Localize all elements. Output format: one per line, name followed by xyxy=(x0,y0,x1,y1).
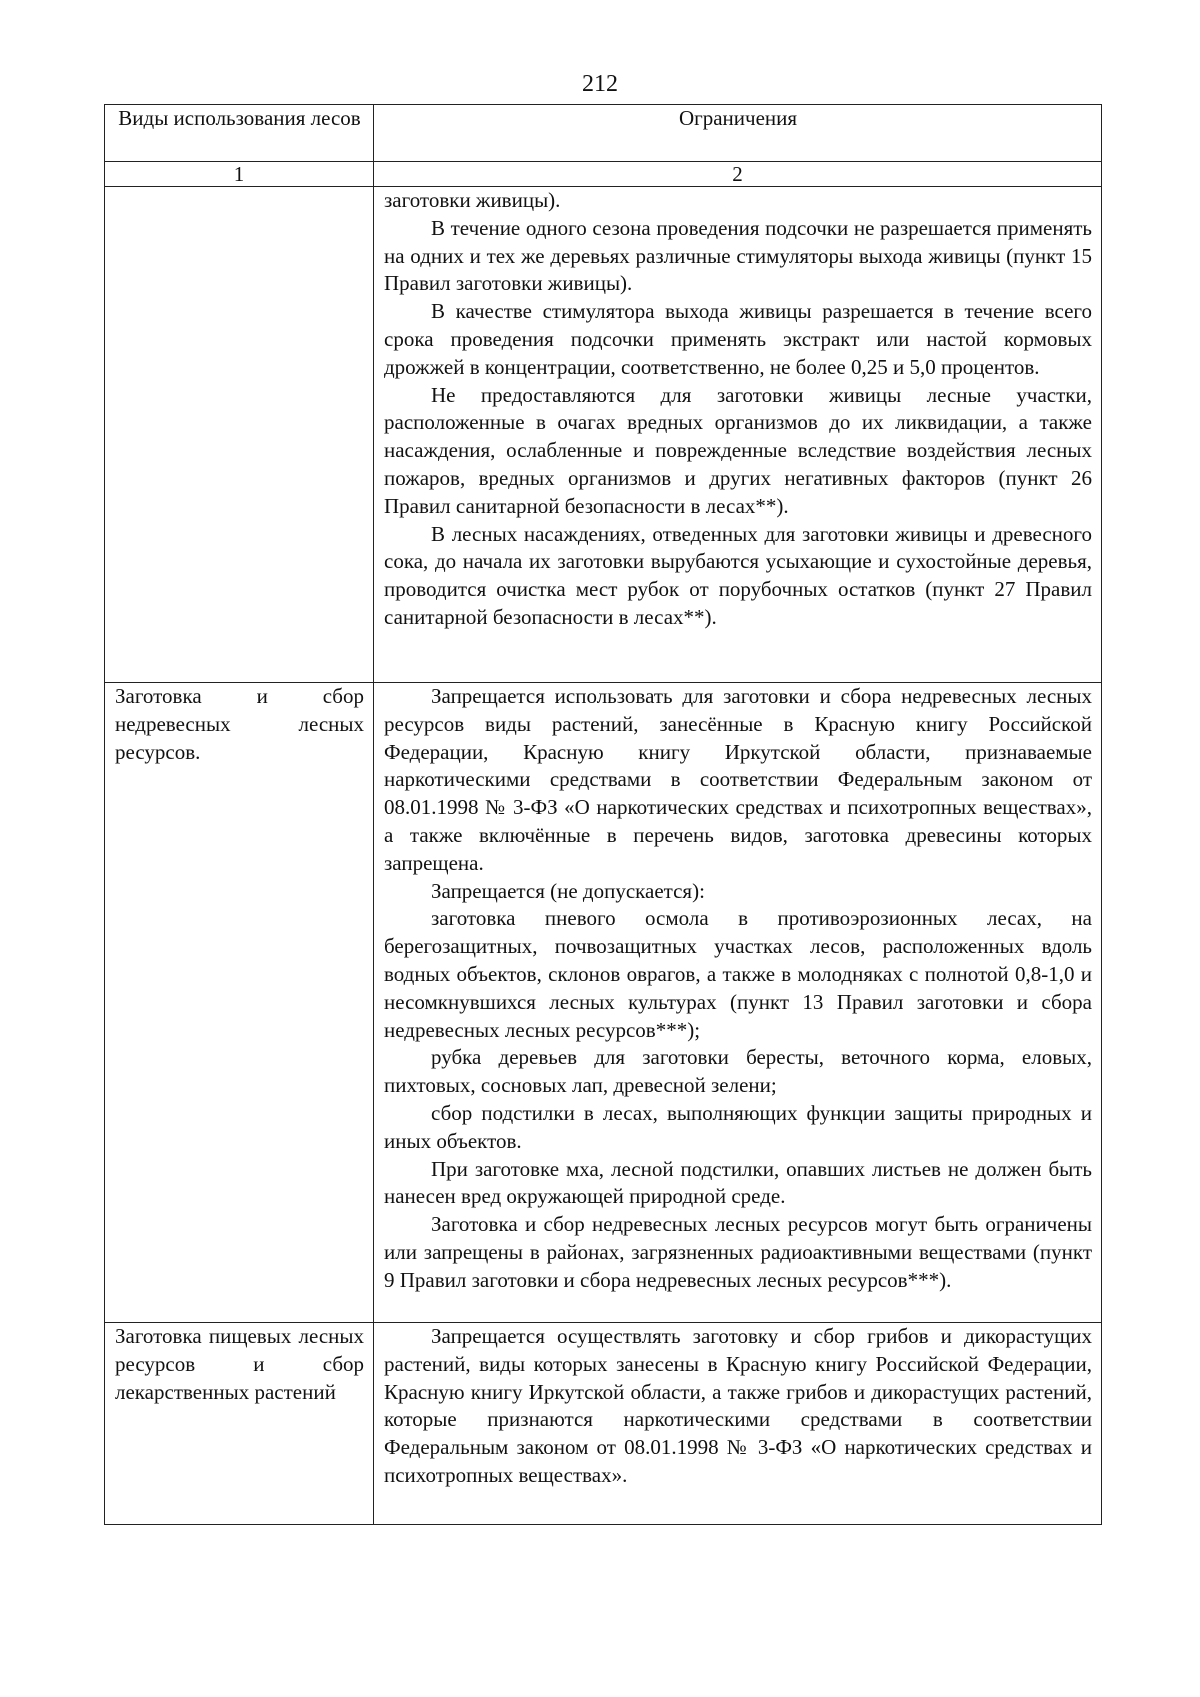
restrictions-cell xyxy=(374,1323,1102,1525)
restriction-paragraph: В качестве стимулятора выхода живицы разрешается в течение всего срока проведения подсочки применять экстракт или настой кормовых дрожжей в концентрации, соответственно, не более 0,25 и 5,0 процентов. xyxy=(384,299,1092,379)
forest-use-type-cell xyxy=(105,187,374,683)
restriction-paragraph: При заготовке мха, лесной подстилки, опавших листьев не должен быть нанесен вред окружающей природной среде. xyxy=(384,1156,1092,1209)
table-row xyxy=(105,187,1102,683)
restrictions-cell xyxy=(374,683,1102,1323)
column-number-2: 2 xyxy=(374,162,1102,187)
table-header-row xyxy=(105,105,1102,162)
restrictions-cell xyxy=(374,187,1102,683)
forest-use-type-cell: Заготовка и сбор недревесных лесных ресурсов. xyxy=(105,683,374,1323)
restriction-paragraph: В лесных насаждениях, отведенных для заготовки живицы и древесного сока, до начала их заготовки вырубаются усыхающие и сухостойные деревья, проводится очистка мест рубок от порубочных остатков (пункт 27 Правил санитарной безопасности в лесах**). xyxy=(384,521,1092,629)
restrictions-table xyxy=(104,104,1102,1525)
table-row xyxy=(105,1323,1102,1525)
restriction-paragraph: Заготовка и сбор недревесных лесных ресурсов могут быть ограничены или запрещены в районах, загрязненных радиоактивными веществами (пункт 9 Правил заготовки и сбора недревесных лесных ресурсов***). xyxy=(384,1212,1092,1292)
restriction-paragraph: заготовки живицы). xyxy=(384,188,561,212)
restriction-paragraph: Запрещается (не допускается): xyxy=(431,878,705,903)
restriction-paragraph: Запрещается использовать для заготовки и сбора недревесных лесных ресурсов виды растений, занесённые в Красную книгу Российской Федерации, Красную книгу Иркутской области, признаваемые наркотическими средствами в соответствии Федеральным законом от 08.01.1998 № 3-ФЗ «О наркотических средствах и психотропных веществах», а также включённые в перечень видов, заготовка древесины которых запрещена. xyxy=(384,684,1092,875)
restriction-paragraph: рубка деревьев для заготовки бересты, веточного корма, еловых, пихтовых, сосновых лап, древесной зелени; xyxy=(384,1045,1092,1098)
column-number-row xyxy=(105,162,1102,187)
restriction-paragraph: сбор подстилки в лесах, выполняющих функции защиты природных и иных объектов. xyxy=(384,1100,1092,1153)
restriction-paragraph: В течение одного сезона проведения подсочки не разрешается применять на одних и тех же деревьях различные стимуляторы выхода живицы (пункт 15 Правил заготовки живицы). xyxy=(384,215,1092,296)
header-restrictions: Ограничения xyxy=(374,105,1102,162)
header-forest-use-types: Виды использования лесов xyxy=(105,105,374,162)
forest-use-type-cell: Заготовка пищевых лесных ресурсов и сбор лекарственных растений xyxy=(105,1323,374,1525)
restriction-paragraph: заготовка пневого осмола в противоэрозионных лесах, на берегозащитных, почвозащитных участках лесов, расположенных вдоль водных объектов, склонов оврагов, а также в молодняках с полнотой 0,8-1,0 и несомкнувшихся лесных культурах (пункт 13 Правил заготовки и сбора недревесных лесных ресурсов***); xyxy=(384,906,1092,1042)
page-number: 212 xyxy=(582,71,618,97)
column-number-1: 1 xyxy=(105,162,374,187)
restriction-paragraph: Не предоставляются для заготовки живицы лесные участки, расположенные в очагах вредных организмов до их ликвидации, а также насаждения, ослабленные и поврежденные вследствие воздействия лесных пожаров, вредных организмов и других негативных факторов (пункт 26 Правил санитарной безопасности в лесах**). xyxy=(384,382,1092,518)
table-row xyxy=(105,683,1102,1323)
restriction-paragraph: Запрещается осуществлять заготовку и сбор грибов и дикорастущих растений, виды которых занесены в Красную книгу Российской Федерации, Красную книгу Иркутской области, а также грибов и дикорастущих растений, которые признаются наркотическими средствами в соответствии Федеральным законом от 08.01.1998 № 3-ФЗ «О наркотических средствах и психотропных веществах». xyxy=(384,1324,1092,1487)
